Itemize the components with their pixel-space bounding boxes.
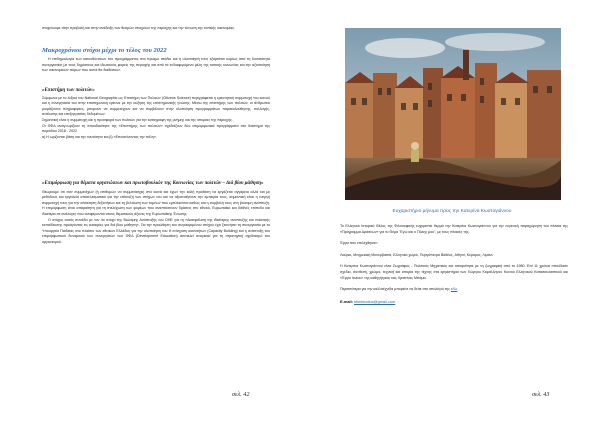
painting-caption: Ευχαριστήριο μήνυμα προς την Κατερίνα Κωστογιάννου bbox=[392, 209, 512, 214]
long-term-goals-paragraph: Η επιδημιολογία των κατευθύνσεων του προγράμματος στο πρώιμο στάδιο και η υλοποίησή τους εξαρτάται κυρίως από τη δυνατότητα συνεργασίας με τους δημόσιους και ιδιωτικούς φορείς της περιοχής και από τα ενδιαφερόμενα μέλη της τοπικής κοινωνίας και την αξιοποίηση των οικονομικών πόρων που αυτοί θα διαθέσουν. bbox=[42, 57, 270, 73]
works-label: Έργα που επιλέχθηκαν: bbox=[340, 241, 378, 246]
acknowledgement-paragraph: Το Ελληνικό Ιστορικό Θέλος της Φιλοσοφικής ευχαριστεί θερμά την Κατερίνα Κωστογιάννου για την ευγενική παραχώρηση του πίνακα της «Πρόγραμμα Δράσεων» για το Θέμα "Εγώ και ο Πόλης μου", με τους πίνακές της. bbox=[340, 224, 568, 234]
artist-bio-paragraph: Η Κατερίνα Κωστογιάννου είναι Ζωγράφος - Πολιτικός Μηχανικός και αποφοίτησε με τη ζωγραφική από το 1980. Επί 11 χρόνια σπούδασε σχέδιο, σύνθεση, χρώμα, τεχνική και ιστορία της τέχνης στα εργαστήρια των Γιώργου Κεφαλληνού Κοινού Ελληνικού Κατασκευαστικού και «Έργα Ιονίου» της καθηγήτριας κας Χριστίνας Μπάμα. bbox=[340, 264, 568, 280]
citizen-science-programs-list: α) Η ωρίζονται βάση και την ταυτότητα και β) «Επεκτείνοντας την πόλη». bbox=[42, 134, 157, 139]
painting-image bbox=[345, 28, 561, 200]
training-paragraph-1: Θεωρούμε ότι σαν συμμετέχων (ή επιθυμών να συμμετάσχει) στα κοινά και έχων την καλή πρόθεση να εργάζεται αγγάρεια αλλά και με μεθόδους και εργαλεία αποτελεσματικά για την επίτευξη των στόχων του και να αξιοποιήσουν την εμπειρία τους, σημαντική είναι η ενεργή συμμετοχή τους για την απόκτηση δεξιοτήτων και τη βελτίωση των τομέων που εμπλέκονται καθώς και η συμβολή τους στη βιώσιμη ανάπτυξη. Η επιμόρφωση είναι απαραίτητη για τη στελέχωση των φορέων που αναπτύσσουν δράσεις στο εθνικό, Ευρωπαϊκό και διεθνές επίπεδο και ιδιαίτερα σε ανάλογες που αναφέρονται στους θεματικούς άξονες της Ευρωπαϊκής Ένωσης. bbox=[42, 189, 270, 216]
intro-block bbox=[42, 26, 270, 32]
training-heading: «Επιμόρφωση για θέματα οργανώσεων και πρωτοβουλιών της Κοινωνίας των πολιτών – Διά βίου μάθηση» bbox=[42, 181, 264, 186]
page-number-left: σελ. 42 bbox=[232, 391, 250, 398]
painting-illustration bbox=[345, 28, 561, 200]
citizen-science-paragraph: Σύμφωνα με το λεξικό του National Geographic ως Επιστήμη των Πολιτών (Citizens Science) περιγράφεται η ερευνητική συμμετοχή του κοινού και η συνεργασία του στην επιστημονική έρευνα με την αύξηση της επιστημονικής γνώσης. Μέσω της επιστήμης των πολιτών, οι άνθρωποι μοιράζονται πληροφορίες, μπορούν να συμμετέχουν και να συμβάλουν στην υλοποίηση προγραμμάτων παρακολούθησης, συλλογής, ανάλυσης και επεξεργασίας δεδομένων. bbox=[42, 95, 270, 117]
email-link[interactable]: ktsntsudios@gmail.com bbox=[354, 298, 396, 304]
long-term-goals-section bbox=[42, 47, 270, 74]
intro-paragraph: στοχεύουμε στην προβολή και στην ανάδειξη των θεσμών στοιχείων της περιοχής και την τόνωση της τοπικής οικονομίας. bbox=[42, 26, 236, 30]
page-number-right: σελ. 43 bbox=[532, 391, 550, 398]
citizen-science-programs-paragraph: Οι ΘΦΔ αναγνωρίζουν τη σπουδαιότητα της «Επιστήμης των πολιτών» σχεδιάζουν δύο επιμορφωτικά προγράμματα στο διάστημα της περιόδου 2018 - 2022 bbox=[42, 123, 270, 134]
training-section bbox=[42, 181, 270, 246]
acknowledgement-block bbox=[340, 224, 568, 304]
right-page bbox=[300, 0, 600, 424]
blog-link[interactable]: εδώ bbox=[450, 287, 458, 292]
email-label: E-mail: bbox=[340, 298, 353, 304]
more-info-text: Περισσότερα για την καλλιτέχνιδα μπορείτε να δείτε στο ιστολόγιό της bbox=[340, 287, 450, 292]
citizen-science-memory-paragraph: Σημαντική είναι η συμμετοχή και η προσφορά των πολιτών για την καταγραφή της μνήμης και της ιστορίας της περιοχής. bbox=[42, 117, 233, 122]
training-paragraph-2: Ο στόχος αυτός συνάδει με τον 4ο στόχο της Βιώσιμης Ανάπτυξης του ΟΗΕ για τη «Διασφάλιση της ιδιαίτερης ανάπτυξης και ποιοτικής εκπαίδευσης προάγοντας τις ευκαιρίες για διά βίου μάθηση». Για την προώθηση του συγκεκριμένου στόχου έχει ξεκινήσει τη συνεργασία με το Υπουργείο Παιδείας στο πλαίσιο των εθνικών Ελλάδας για την υλοποίηση του Η ενίσχυση ικανοτήτων (Capacity Building) και η ανάπτυξη του επιμορφωτικού δυναμικού των συνεργατών των ΘΦΔ (Development Education) αποτελεί αναγκαίο για τη στρατηγική σχεδιασμό του οργανισμού. bbox=[42, 217, 270, 244]
more-info-paragraph bbox=[340, 287, 568, 293]
citizen-science-section bbox=[42, 88, 270, 140]
works-list: Λαύριο, Μνημειακή Μονεμβασιά, Ελληνικό χωριό, Πυργόπετρα Βαθέος, Αθήνα, Κέραμος, Λιμάνι. bbox=[340, 252, 494, 257]
long-term-goals-heading: Μακροχρόνιοι στόχοι μέχρι το τέλος του 2022 bbox=[42, 47, 167, 54]
citizen-science-heading: «Επιστήμη των πολιτών» bbox=[42, 88, 95, 93]
email-line bbox=[340, 299, 568, 305]
